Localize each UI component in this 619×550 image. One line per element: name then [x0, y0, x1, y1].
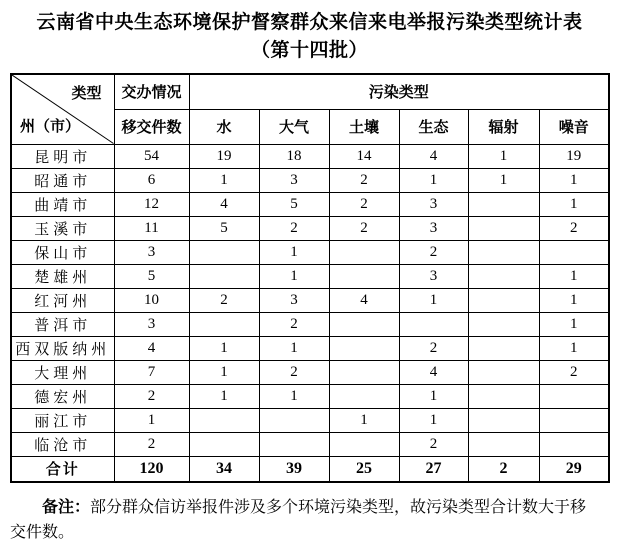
water-cell [189, 408, 259, 432]
radiation-cell [468, 312, 539, 336]
ecology-cell: 3 [399, 216, 468, 240]
soil-cell [329, 240, 399, 264]
city-name-cell: 丽江市 [11, 408, 114, 432]
table-row [11, 408, 609, 432]
radiation-cell [468, 192, 539, 216]
transfer-count-cell: 12 [114, 192, 189, 216]
table-footer [11, 456, 609, 482]
total-row [11, 456, 609, 482]
soil-cell: 2 [329, 168, 399, 192]
header-ecology: 生态 [399, 109, 468, 144]
header-handling-status: 交办情况 [114, 74, 189, 109]
soil-cell [329, 360, 399, 384]
transfer-count-cell: 11 [114, 216, 189, 240]
ecology-cell: 2 [399, 240, 468, 264]
title-line-2: （第十四批） [250, 39, 368, 61]
radiation-cell [468, 408, 539, 432]
ecology-cell: 1 [399, 384, 468, 408]
table-row [11, 144, 609, 168]
table-row [11, 312, 609, 336]
noise-cell [539, 408, 609, 432]
water-cell: 1 [189, 336, 259, 360]
table-row [11, 360, 609, 384]
radiation-cell [468, 216, 539, 240]
ecology-cell: 1 [399, 288, 468, 312]
city-name-cell: 玉溪市 [11, 216, 114, 240]
corner-header-cell [11, 74, 114, 144]
title-line-1: 云南省中央生态环境保护督察群众来信来电举报污染类型统计表 [36, 12, 583, 33]
water-cell: 4 [189, 192, 259, 216]
page-title [0, 9, 619, 64]
noise-cell: 1 [539, 264, 609, 288]
soil-cell: 2 [329, 216, 399, 240]
water-cell: 1 [189, 384, 259, 408]
ecology-cell: 2 [399, 336, 468, 360]
transfer-count-cell: 3 [114, 312, 189, 336]
noise-cell [539, 384, 609, 408]
transfer-count-cell: 7 [114, 360, 189, 384]
air-cell [259, 432, 329, 456]
table-row [11, 240, 609, 264]
ecology-cell: 4 [399, 360, 468, 384]
water-cell [189, 264, 259, 288]
note-label: 备注： [42, 499, 91, 517]
soil-cell: 14 [329, 144, 399, 168]
city-name-cell: 红河州 [11, 288, 114, 312]
water-cell [189, 432, 259, 456]
noise-cell: 1 [539, 336, 609, 360]
table-row [11, 264, 609, 288]
radiation-cell [468, 240, 539, 264]
ecology-cell [399, 312, 468, 336]
transfer-count-cell: 3 [114, 240, 189, 264]
ecology-cell: 3 [399, 192, 468, 216]
total-water: 34 [189, 456, 259, 482]
transfer-count-cell: 5 [114, 264, 189, 288]
ecology-cell: 3 [399, 264, 468, 288]
noise-cell: 1 [539, 288, 609, 312]
city-name-cell: 曲靖市 [11, 192, 114, 216]
soil-cell [329, 312, 399, 336]
table-row [11, 216, 609, 240]
air-cell: 3 [259, 288, 329, 312]
total-noise: 29 [539, 456, 609, 482]
city-name-cell: 昭通市 [11, 168, 114, 192]
header-water: 水 [189, 109, 259, 144]
noise-cell [539, 240, 609, 264]
header-pollution-type: 污染类型 [189, 74, 609, 109]
soil-cell: 2 [329, 192, 399, 216]
table-header [11, 74, 609, 144]
transfer-count-cell: 6 [114, 168, 189, 192]
air-cell: 3 [259, 168, 329, 192]
air-cell: 1 [259, 384, 329, 408]
water-cell: 1 [189, 168, 259, 192]
air-cell: 2 [259, 216, 329, 240]
air-cell: 18 [259, 144, 329, 168]
radiation-cell [468, 264, 539, 288]
transfer-count-cell: 54 [114, 144, 189, 168]
transfer-count-cell: 2 [114, 432, 189, 456]
total-air: 39 [259, 456, 329, 482]
soil-cell [329, 336, 399, 360]
noise-cell: 1 [539, 168, 609, 192]
total-soil: 25 [329, 456, 399, 482]
noise-cell [539, 432, 609, 456]
radiation-cell [468, 288, 539, 312]
transfer-count-cell: 10 [114, 288, 189, 312]
radiation-cell [468, 360, 539, 384]
city-name-cell: 德宏州 [11, 384, 114, 408]
city-name-cell: 大理州 [11, 360, 114, 384]
soil-cell: 4 [329, 288, 399, 312]
soil-cell [329, 264, 399, 288]
water-cell: 1 [189, 360, 259, 384]
soil-cell [329, 384, 399, 408]
noise-cell: 2 [539, 216, 609, 240]
total-radiation: 2 [468, 456, 539, 482]
transfer-count-cell: 2 [114, 384, 189, 408]
table-row [11, 168, 609, 192]
air-cell: 1 [259, 240, 329, 264]
transfer-count-cell: 4 [114, 336, 189, 360]
city-name-cell: 昆明市 [11, 144, 114, 168]
ecology-cell: 4 [399, 144, 468, 168]
noise-cell: 1 [539, 312, 609, 336]
noise-cell: 19 [539, 144, 609, 168]
total-ecology: 27 [399, 456, 468, 482]
total-transfer-count: 120 [114, 456, 189, 482]
water-cell: 5 [189, 216, 259, 240]
water-cell [189, 312, 259, 336]
city-name-cell: 保山市 [11, 240, 114, 264]
air-cell: 2 [259, 312, 329, 336]
radiation-cell: 1 [468, 168, 539, 192]
city-name-cell: 楚雄州 [11, 264, 114, 288]
total-label: 合计 [11, 456, 114, 482]
city-name-cell: 西双版纳州 [11, 336, 114, 360]
radiation-cell [468, 384, 539, 408]
city-name-cell: 临沧市 [11, 432, 114, 456]
air-cell [259, 408, 329, 432]
corner-label-city: 州（市） [20, 117, 81, 135]
radiation-cell [468, 432, 539, 456]
note [10, 496, 595, 546]
page [0, 9, 619, 550]
header-noise: 噪音 [539, 109, 609, 144]
air-cell: 1 [259, 264, 329, 288]
water-cell [189, 240, 259, 264]
air-cell: 2 [259, 360, 329, 384]
ecology-cell: 1 [399, 168, 468, 192]
noise-cell: 2 [539, 360, 609, 384]
header-soil: 土壤 [329, 109, 399, 144]
city-name-cell: 普洱市 [11, 312, 114, 336]
note-text: 部分群众信访举报件涉及多个环境污染类型，故污染类型合计数大于移交件数。 [10, 499, 587, 541]
table-row [11, 336, 609, 360]
air-cell: 1 [259, 336, 329, 360]
table-row [11, 288, 609, 312]
corner-label-type: 类型 [71, 85, 102, 103]
table-row [11, 384, 609, 408]
table-body [11, 144, 609, 456]
water-cell: 2 [189, 288, 259, 312]
table-row [11, 432, 609, 456]
transfer-count-cell: 1 [114, 408, 189, 432]
header-transfer-count: 移交件数 [114, 109, 189, 144]
radiation-cell [468, 336, 539, 360]
header-radiation: 辐射 [468, 109, 539, 144]
radiation-cell: 1 [468, 144, 539, 168]
ecology-cell: 1 [399, 408, 468, 432]
soil-cell [329, 432, 399, 456]
header-air: 大气 [259, 109, 329, 144]
ecology-cell: 2 [399, 432, 468, 456]
table-row [11, 192, 609, 216]
soil-cell: 1 [329, 408, 399, 432]
air-cell: 5 [259, 192, 329, 216]
pollution-stats-table [10, 73, 610, 483]
header-row-1 [11, 74, 609, 109]
water-cell: 19 [189, 144, 259, 168]
noise-cell: 1 [539, 192, 609, 216]
